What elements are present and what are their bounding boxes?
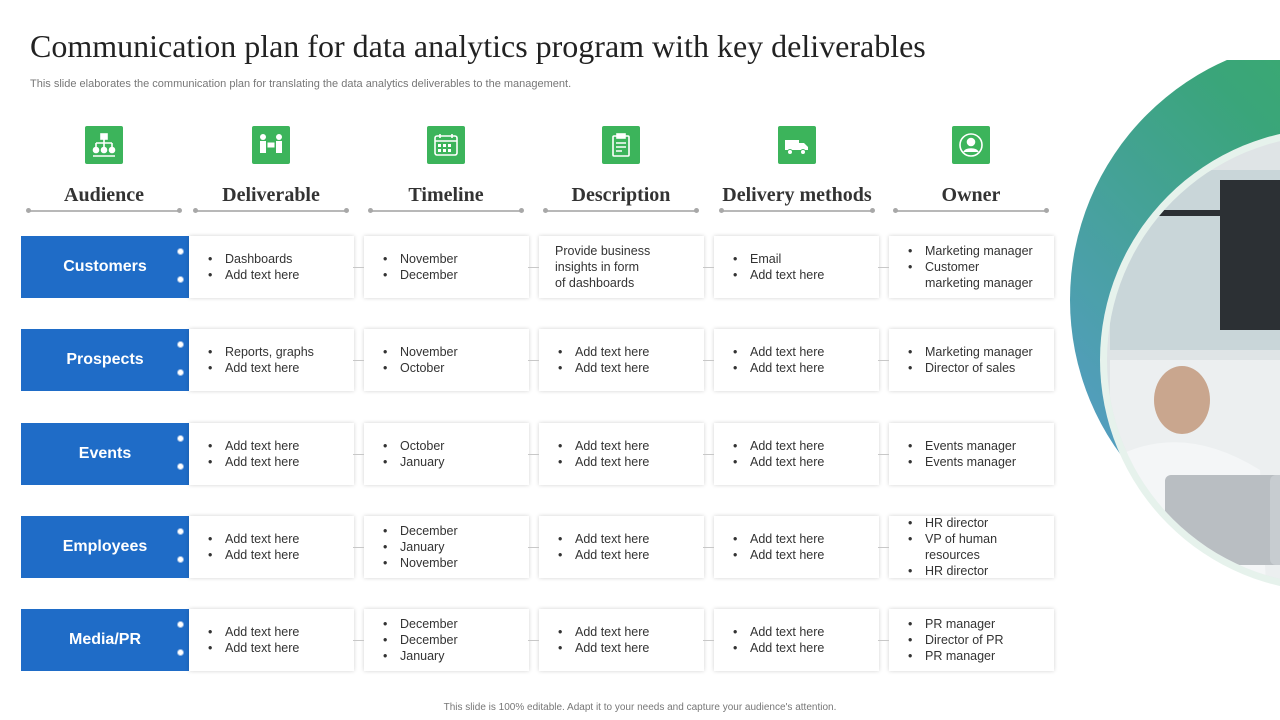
cell-description bbox=[539, 329, 704, 391]
bullet-item: • Add text here bbox=[555, 344, 649, 360]
delivery-truck-icon bbox=[778, 126, 816, 164]
cell-connector bbox=[528, 547, 539, 548]
cell-owner bbox=[889, 609, 1054, 671]
cell-delivery bbox=[714, 423, 879, 485]
bullet-item: • Events manager bbox=[905, 454, 1016, 470]
bullet-item: • January bbox=[380, 648, 458, 664]
bullet-item: • Add text here bbox=[555, 360, 649, 376]
cell-deliverable bbox=[189, 516, 354, 578]
bullet-item: • Add text here bbox=[205, 438, 299, 454]
bullet-item: • Add text here bbox=[730, 267, 824, 283]
cell-connector bbox=[703, 360, 714, 361]
cell-connector bbox=[703, 454, 714, 455]
cell-deliverable bbox=[189, 329, 354, 391]
bullet-item: • PR manager bbox=[905, 616, 1004, 632]
cell-connector bbox=[528, 454, 539, 455]
bullet-item: • HR director bbox=[905, 515, 1054, 531]
bullet-item: • Add text here bbox=[730, 624, 824, 640]
cell-connector bbox=[528, 360, 539, 361]
cell-delivery bbox=[714, 516, 879, 578]
bullet-item: • Add text here bbox=[730, 531, 824, 547]
bullet-item: • VP of human resources bbox=[905, 531, 1054, 563]
description-text: Provide business insights in form of dashboards bbox=[555, 244, 651, 290]
audience-box: Prospects bbox=[21, 329, 189, 391]
cell-connector bbox=[353, 454, 364, 455]
column-header: Deliverable bbox=[222, 184, 320, 206]
bullet-item: • Reports, graphs bbox=[205, 344, 314, 360]
bullet-item: • Marketing manager bbox=[905, 243, 1033, 259]
connector-dot bbox=[177, 463, 184, 470]
bullet-item: • Add text here bbox=[730, 360, 824, 376]
cell-owner bbox=[889, 329, 1054, 391]
column-divider bbox=[721, 210, 873, 212]
bullet-item: • November bbox=[380, 344, 458, 360]
cell-connector bbox=[878, 640, 889, 641]
cell-deliverable bbox=[189, 609, 354, 671]
bullet-item: • Customer marketing manager bbox=[905, 259, 1033, 291]
bullet-item: • Add text here bbox=[205, 360, 314, 376]
bullet-item: • Director of sales bbox=[905, 360, 1033, 376]
connector-dot bbox=[177, 248, 184, 255]
bullet-item: • Add text here bbox=[555, 438, 649, 454]
bullet-item: • Add text here bbox=[555, 624, 649, 640]
bullet-item: • Add text here bbox=[205, 267, 299, 283]
bullet-item: • Add text here bbox=[205, 624, 299, 640]
slide-title: Communication plan for data analytics program with key deliverables bbox=[30, 28, 926, 64]
column-header: Audience bbox=[64, 184, 144, 206]
connector-dot bbox=[177, 556, 184, 563]
column-divider bbox=[28, 210, 180, 212]
connector-dot bbox=[177, 341, 184, 348]
cell-timeline bbox=[364, 609, 529, 671]
connector-dot bbox=[177, 435, 184, 442]
cell-deliverable bbox=[189, 423, 354, 485]
cell-owner bbox=[889, 516, 1054, 578]
bullet-item: • October bbox=[380, 360, 458, 376]
slide-subtitle: This slide elaborates the communication plan for translating the data analytics deliverables to the management. bbox=[30, 78, 572, 90]
cell-delivery bbox=[714, 236, 879, 298]
bullet-item: • Add text here bbox=[555, 531, 649, 547]
bullet-item: • December bbox=[380, 632, 458, 648]
bullet-item: • Events manager bbox=[905, 438, 1016, 454]
cell-owner bbox=[889, 423, 1054, 485]
slide-footer: This slide is 100% editable. Adapt it to your needs and capture your audience's attention. bbox=[443, 702, 837, 713]
cell-connector bbox=[703, 547, 714, 548]
bullet-item: • November bbox=[380, 555, 458, 571]
bullet-item: • Add text here bbox=[205, 547, 299, 563]
bullet-item: • Add text here bbox=[730, 640, 824, 656]
bullet-item: • Add text here bbox=[205, 640, 299, 656]
calendar-icon bbox=[427, 126, 465, 164]
bullet-item: • HR director bbox=[905, 563, 1054, 579]
bullet-item: • Add text here bbox=[555, 640, 649, 656]
connector-dot bbox=[177, 276, 184, 283]
bullet-item: • Add text here bbox=[730, 438, 824, 454]
org-chart-icon bbox=[85, 126, 123, 164]
cell-deliverable bbox=[189, 236, 354, 298]
bullet-item: • Director of PR bbox=[905, 632, 1004, 648]
cell-description bbox=[539, 516, 704, 578]
audience-box: Events bbox=[21, 423, 189, 485]
cell-connector bbox=[878, 267, 889, 268]
audience-box: Employees bbox=[21, 516, 189, 578]
cell-connector bbox=[878, 547, 889, 548]
cell-connector bbox=[528, 640, 539, 641]
owner-badge-icon bbox=[952, 126, 990, 164]
column-divider bbox=[195, 210, 347, 212]
column-divider bbox=[895, 210, 1047, 212]
bullet-item: • December bbox=[380, 523, 458, 539]
column-header: Timeline bbox=[408, 184, 484, 206]
cell-connector bbox=[353, 640, 364, 641]
cell-owner bbox=[889, 236, 1054, 298]
cell-description bbox=[539, 423, 704, 485]
cell-connector bbox=[528, 267, 539, 268]
cell-connector bbox=[878, 454, 889, 455]
cell-connector bbox=[703, 267, 714, 268]
bullet-item: • Marketing manager bbox=[905, 344, 1033, 360]
bullet-item: • Email bbox=[730, 251, 824, 267]
cell-connector bbox=[878, 360, 889, 361]
bullet-item: • November bbox=[380, 251, 458, 267]
cell-connector bbox=[353, 547, 364, 548]
cell-description bbox=[539, 236, 704, 298]
handover-icon bbox=[252, 126, 290, 164]
cell-description bbox=[539, 609, 704, 671]
cell-connector bbox=[353, 267, 364, 268]
connector-dot bbox=[177, 369, 184, 376]
bullet-item: • January bbox=[380, 539, 458, 555]
bullet-item: • Dashboards bbox=[205, 251, 299, 267]
cell-delivery bbox=[714, 329, 879, 391]
column-divider bbox=[370, 210, 522, 212]
cell-connector bbox=[353, 360, 364, 361]
bullet-item: • Add text here bbox=[555, 454, 649, 470]
cell-delivery bbox=[714, 609, 879, 671]
cell-timeline bbox=[364, 236, 529, 298]
column-header: Owner bbox=[941, 184, 1001, 206]
bullet-item: • Add text here bbox=[205, 454, 299, 470]
bullet-item: • PR manager bbox=[905, 648, 1004, 664]
bullet-item: • January bbox=[380, 454, 444, 470]
audience-box: Media/PR bbox=[21, 609, 189, 671]
cell-timeline bbox=[364, 423, 529, 485]
audience-box: Customers bbox=[21, 236, 189, 298]
bullet-item: • October bbox=[380, 438, 444, 454]
connector-dot bbox=[177, 528, 184, 535]
column-header: Description bbox=[571, 184, 671, 206]
column-divider bbox=[545, 210, 697, 212]
connector-dot bbox=[177, 649, 184, 656]
connector-dot bbox=[177, 621, 184, 628]
cell-timeline bbox=[364, 516, 529, 578]
bullet-item: • December bbox=[380, 267, 458, 283]
bullet-item: • December bbox=[380, 616, 458, 632]
bullet-item: • Add text here bbox=[730, 547, 824, 563]
bullet-item: • Add text here bbox=[730, 344, 824, 360]
clipboard-icon bbox=[602, 126, 640, 164]
bullet-item: • Add text here bbox=[205, 531, 299, 547]
bullet-item: • Add text here bbox=[730, 454, 824, 470]
decorative-photo-arc bbox=[1070, 60, 1280, 660]
cell-timeline bbox=[364, 329, 529, 391]
column-header: Delivery methods bbox=[722, 184, 872, 206]
bullet-item: • Add text here bbox=[555, 547, 649, 563]
cell-connector bbox=[703, 640, 714, 641]
